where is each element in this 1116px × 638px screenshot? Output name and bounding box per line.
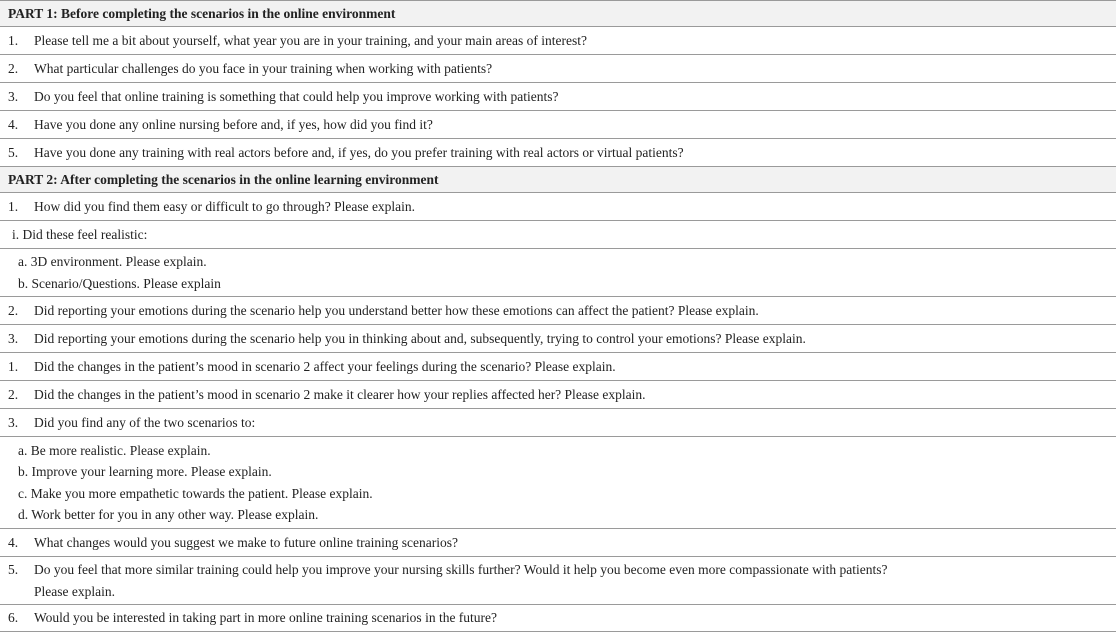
part2-header: PART 2: After completing the scenarios in the online learning environment xyxy=(8,171,439,187)
table-row xyxy=(0,604,1116,632)
question-number: 3. xyxy=(8,88,19,104)
question-text: Did you find any of the two scenarios to: xyxy=(34,414,256,430)
question-number: 4. xyxy=(8,116,19,132)
table-row xyxy=(0,556,1116,604)
table-row xyxy=(0,408,1116,436)
question-text: Have you done any training with real actors before and, if yes, do you prefer training with real actors or virtual patients? xyxy=(34,144,684,160)
question-text: Did the changes in the patient’s mood in scenario 2 make it clearer how your replies affected her? Please explain. xyxy=(34,386,646,402)
question-number: 1. xyxy=(8,198,19,214)
question-number: 3. xyxy=(8,414,19,430)
question-text: Please tell me a bit about yourself, what year you are in your training, and your main areas of interest? xyxy=(34,32,587,48)
question-text: What particular challenges do you face in your training when working with patients? xyxy=(34,60,493,76)
question-number: 1. xyxy=(8,32,19,48)
question-text-continued: Please explain. xyxy=(34,583,115,599)
table-row xyxy=(0,110,1116,138)
sub-item: b. Scenario/Questions. Please explain xyxy=(18,275,221,291)
table-row xyxy=(0,436,1116,528)
question-text: Have you done any online nursing before and, if yes, how did you find it? xyxy=(34,116,433,132)
question-text: Would you be interested in taking part in more online training scenarios in the future? xyxy=(34,610,498,626)
sub-item: a. 3D environment. Please explain. xyxy=(18,254,207,269)
table-row xyxy=(0,138,1116,166)
sub-item: c. Make you more empathetic towards the patient. Please explain. xyxy=(18,485,373,501)
table-row xyxy=(0,26,1116,54)
table-row xyxy=(0,248,1116,296)
table-row xyxy=(0,296,1116,324)
question-text: Did reporting your emotions during the scenario help you understand better how these emotions can affect the patient? Please explain. xyxy=(34,302,759,318)
table-row xyxy=(0,220,1116,248)
question-text: Did reporting your emotions during the scenario help you in thinking about and, subsequently, trying to control your emotions? Please explain. xyxy=(34,330,806,346)
part1-header: PART 1: Before completing the scenarios in the online environment xyxy=(8,5,396,21)
question-number: 3. xyxy=(8,330,19,346)
table-row xyxy=(0,352,1116,380)
question-number: 2. xyxy=(8,302,19,318)
question-number: 5. xyxy=(8,562,19,577)
question-number: 5. xyxy=(8,144,19,160)
table-row xyxy=(0,528,1116,556)
question-number: 4. xyxy=(8,534,19,550)
question-number: 2. xyxy=(8,60,19,76)
question-text: Do you feel that online training is something that could help you improve working with patients? xyxy=(34,88,559,104)
sub-item: b. Improve your learning more. Please explain. xyxy=(18,464,272,479)
question-text: Do you feel that more similar training could help you improve your nursing skills further? Would it help you become even more compassionate with patients? xyxy=(34,562,888,577)
sub-question: i. Did these feel realistic: xyxy=(12,226,148,242)
question-number: 1. xyxy=(8,358,19,374)
sub-item: a. Be more realistic. Please explain. xyxy=(18,442,211,458)
table-row xyxy=(0,82,1116,110)
table-row xyxy=(0,192,1116,220)
question-text: Did the changes in the patient’s mood in scenario 2 affect your feelings during the scenario? Please explain. xyxy=(34,358,616,374)
part2-header-row xyxy=(0,166,1116,192)
sub-item: d. Work better for you in any other way. Please explain. xyxy=(18,507,319,522)
table-row xyxy=(0,54,1116,82)
table-row xyxy=(0,380,1116,408)
question-number: 6. xyxy=(8,610,19,626)
question-text: What changes would you suggest we make to future online training scenarios? xyxy=(34,534,459,550)
part1-header-row xyxy=(0,0,1116,26)
question-number: 2. xyxy=(8,386,19,402)
question-text: How did you find them easy or difficult to go through? Please explain. xyxy=(34,198,416,214)
table-row xyxy=(0,324,1116,352)
